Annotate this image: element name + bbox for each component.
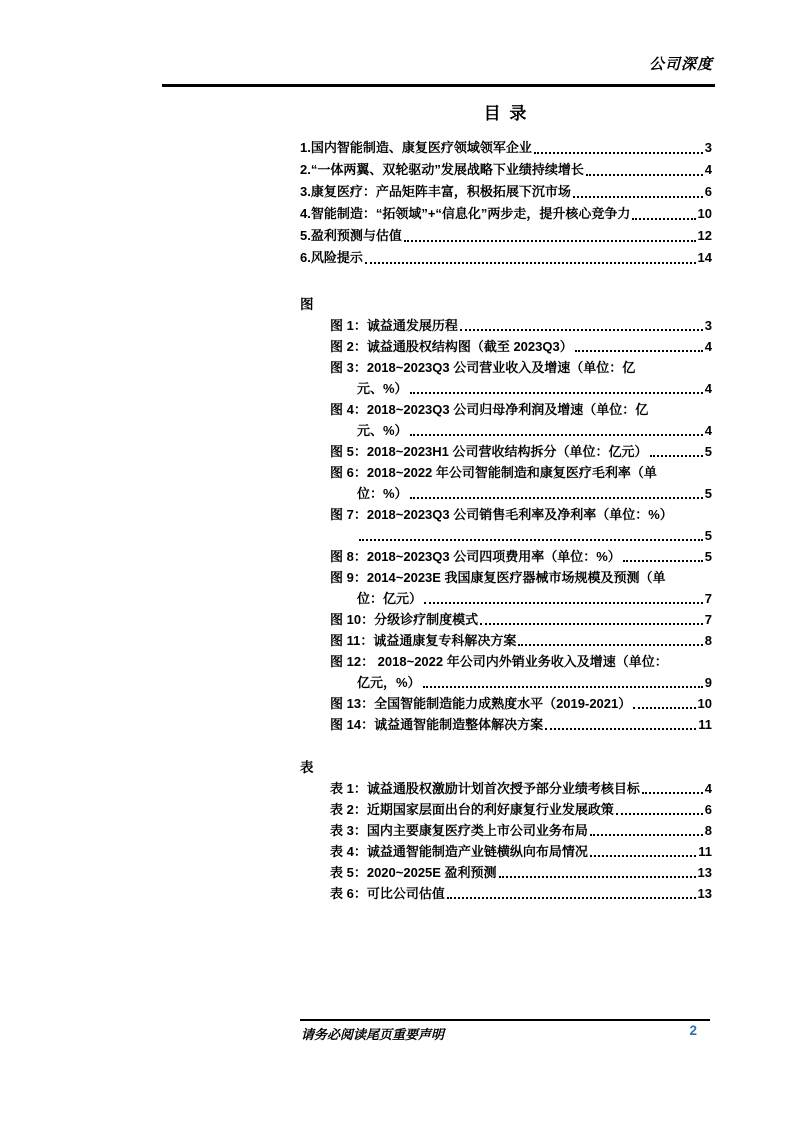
toc-page-number: 4 (704, 423, 712, 438)
toc-entry-text: 6.风险提示 (300, 250, 363, 265)
toc-section-entry (300, 203, 712, 225)
dot-leader (616, 813, 703, 815)
toc-page-number: 13 (697, 865, 712, 880)
dot-leader (545, 728, 696, 730)
toc-figure-entry (300, 357, 712, 378)
toc-section-entry (300, 159, 712, 181)
dot-leader (586, 174, 703, 176)
toc-page-number: 4 (704, 162, 712, 177)
toc-entry-text: 表 6：可比公司估值 (330, 886, 445, 901)
header-rule (162, 84, 715, 87)
toc-page-number: 5 (704, 444, 712, 459)
toc-section-entry (300, 137, 712, 159)
dot-leader (424, 602, 703, 604)
toc-entry-text: 4.智能制造：“拓领域”+“信息化”两步走，提升核心竞争力 (300, 206, 631, 221)
toc-table-entry (300, 841, 712, 862)
toc-page-number: 5 (704, 528, 712, 543)
dot-leader (650, 455, 703, 457)
dot-leader (359, 539, 703, 541)
dot-leader (632, 218, 695, 220)
toc-page-number: 10 (697, 696, 712, 711)
toc-page-number: 9 (704, 675, 712, 690)
toc-figure-entry (300, 672, 712, 693)
toc-page-number: 6 (704, 184, 712, 199)
toc-page-number: 4 (704, 339, 712, 354)
toc-entry-text: 表 3：国内主要康复医疗类上市公司业务布局 (330, 823, 588, 838)
toc-page-number: 6 (704, 802, 712, 817)
toc-page-number: 5 (704, 549, 712, 564)
dot-leader (423, 686, 703, 688)
toc-entry-text: 亿元，%） (357, 675, 421, 690)
dot-leader (404, 240, 696, 242)
toc-figure-entry (300, 441, 712, 462)
dot-leader (573, 196, 703, 198)
toc-figure-entry (300, 462, 712, 483)
toc-entry-text: 图 8：2018~2023Q3 公司四项费用率（单位：%） (330, 549, 621, 564)
toc-figure-entry (300, 651, 712, 672)
toc-entry-text: 表 4：诚益通智能制造产业链横纵向布局情况 (330, 844, 588, 859)
toc-figure-entry (300, 315, 712, 336)
toc-entry-text: 2.“一体两翼、双轮驱动”发展战略下业绩持续增长 (300, 162, 584, 177)
toc-section-entry (300, 181, 712, 203)
toc-table-entry (300, 883, 712, 904)
toc-title: 目 录 (483, 104, 529, 123)
dot-leader (623, 560, 703, 562)
toc-entry-text: 图 9：2014~2023E 我国康复医疗器械市场规模及预测（单 (330, 570, 666, 585)
toc-figure-entry (300, 588, 712, 609)
toc-figure-list (300, 315, 712, 735)
toc-figure-entry (300, 546, 712, 567)
toc-entry-text: 图 12： 2018~2022 年公司内外销业务收入及增速（单位： (330, 654, 668, 669)
toc-table-entry (300, 862, 712, 883)
toc-entry-text: 图 10：分级诊疗制度模式 (330, 612, 479, 627)
dot-leader (410, 497, 703, 499)
toc-section-entry (300, 225, 712, 247)
dot-leader (365, 262, 696, 264)
toc-figure-entry (300, 567, 712, 588)
toc-entry-text: 图 5：2018~2023H1 公司营收结构拆分（单位：亿元） (330, 444, 648, 459)
toc-figure-entry (300, 693, 712, 714)
dot-leader (590, 834, 703, 836)
toc-entry-text: 图 11：诚益通康复专科解决方案 (330, 633, 517, 648)
toc-figure-entry (300, 714, 712, 735)
dot-leader (499, 876, 696, 878)
dot-leader (534, 152, 703, 154)
toc-page-number: 11 (698, 844, 712, 859)
report-type-label: 公司深度 (648, 56, 713, 73)
toc-page-number: 3 (704, 318, 712, 333)
toc-table-entry (300, 820, 712, 841)
toc-figure-entry (300, 630, 712, 651)
dot-leader (575, 350, 703, 352)
toc-entry-text: 5.盈利预测与估值 (300, 228, 402, 243)
toc-entry-text: 表 1：诚益通股权激励计划首次授予部分业绩考核目标 (330, 781, 640, 796)
toc-section-entry (300, 247, 712, 269)
toc-entry-text: 表 2：近期国家层面出台的利好康复行业发展政策 (330, 802, 614, 817)
toc-entry-text: 图 2：诚益通股权结构图（截至 2023Q3） (330, 339, 573, 354)
toc-entry-text: 图 13：全国智能制造能力成熟度水平（2019-2021） (330, 696, 632, 711)
dot-leader (518, 644, 702, 646)
toc-table-entry (300, 778, 712, 799)
footer-disclaimer: 请务必阅读尾页重要声明 (301, 1027, 445, 1042)
toc-entry-text: 元、%） (357, 423, 408, 438)
dot-leader (410, 434, 703, 436)
toc-entry-text: 图 6：2018~2022 年公司智能制造和康复医疗毛利率（单 (330, 465, 657, 480)
toc-page-number: 14 (697, 250, 712, 265)
toc-page-number: 5 (704, 486, 712, 501)
figures-list-heading: 图 (300, 297, 314, 312)
toc-page-number: 11 (698, 717, 712, 732)
toc-page-number: 4 (704, 781, 712, 796)
footer-page-number: 2 (689, 1023, 697, 1038)
toc-table-list (300, 778, 712, 904)
toc-page-number: 7 (704, 612, 712, 627)
toc-figure-entry (300, 378, 712, 399)
toc-figure-entry (300, 525, 712, 546)
toc-entry-text: 图 14：诚益通智能制造整体解决方案 (330, 717, 544, 732)
table-of-contents (300, 137, 712, 904)
toc-page-number: 8 (704, 633, 712, 648)
toc-page-number: 13 (697, 886, 712, 901)
toc-page-number: 7 (704, 591, 712, 606)
toc-table-entry (300, 799, 712, 820)
toc-entry-text: 1.国内智能制造、康复医疗领域领军企业 (300, 140, 532, 155)
dot-leader (480, 623, 703, 625)
toc-figure-entry (300, 420, 712, 441)
dot-leader (410, 392, 703, 394)
tables-list-heading: 表 (300, 760, 314, 775)
toc-entry-text: 图 3：2018~2023Q3 公司营业收入及增速（单位：亿 (330, 360, 636, 375)
toc-entry-text: 元、%） (357, 381, 408, 396)
toc-entry-text: 图 7：2018~2023Q3 公司销售毛利率及净利率（单位：%） (330, 507, 673, 522)
dot-leader (590, 855, 696, 857)
dot-leader (460, 329, 703, 331)
toc-page-number: 4 (704, 381, 712, 396)
toc-page-number: 10 (697, 206, 712, 221)
toc-page-number: 12 (697, 228, 712, 243)
toc-entry-text: 图 4：2018~2023Q3 公司归母净利润及增速（单位：亿 (330, 402, 649, 417)
toc-figure-entry (300, 609, 712, 630)
toc-entry-text: 位：%） (357, 486, 408, 501)
footer-rule (300, 1019, 710, 1021)
dot-leader (642, 792, 703, 794)
toc-entry-text: 表 5：2020~2025E 盈利预测 (330, 865, 497, 880)
toc-figure-entry (300, 504, 712, 525)
toc-section-list (300, 137, 712, 269)
toc-entry-text: 3.康复医疗：产品矩阵丰富，积极拓展下沉市场 (300, 184, 571, 199)
toc-figure-entry (300, 483, 712, 504)
toc-page-number: 8 (704, 823, 712, 838)
toc-entry-text: 位：亿元） (357, 591, 423, 606)
toc-figure-entry (300, 336, 712, 357)
toc-entry-text: 图 1：诚益通发展历程 (330, 318, 458, 333)
toc-page-number: 3 (704, 140, 712, 155)
dot-leader (447, 897, 696, 899)
dot-leader (633, 707, 695, 709)
toc-figure-entry (300, 399, 712, 420)
